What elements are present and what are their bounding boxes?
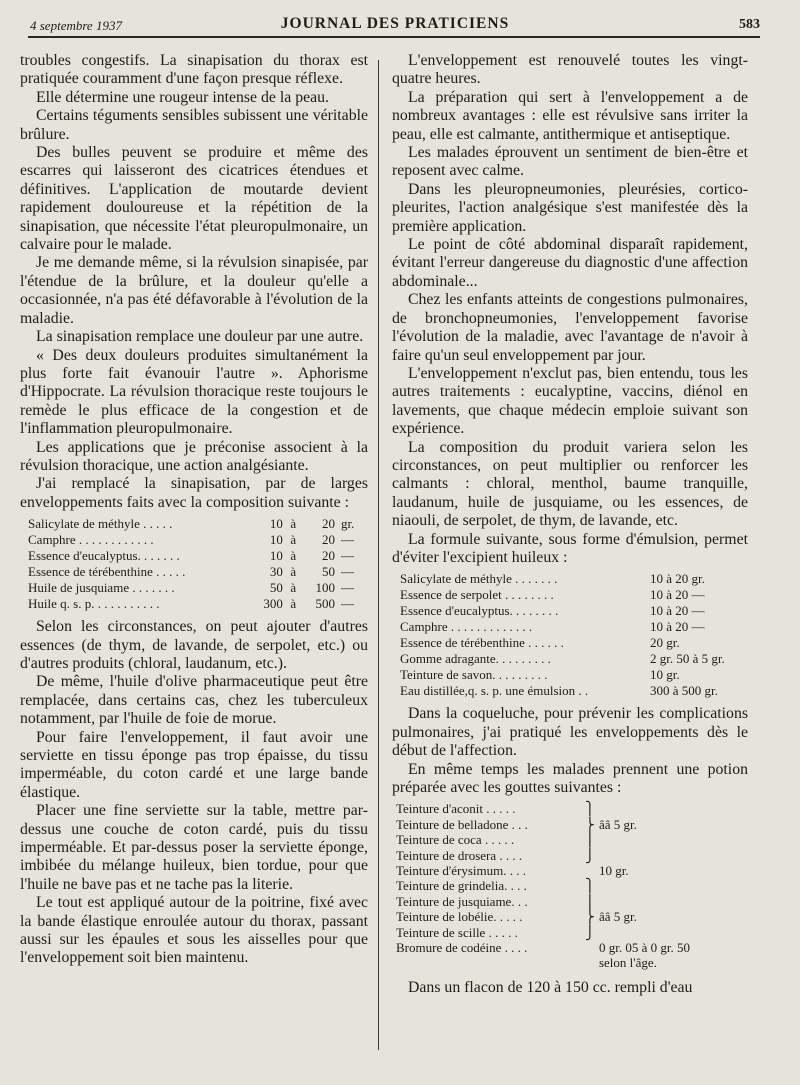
dose-max: 100 xyxy=(315,580,335,596)
tincture-dose: ââ 5 gr. xyxy=(598,816,637,832)
ingredient-name: Teinture de savon. . . . . . . . . xyxy=(400,667,548,683)
paragraph: troubles congestifs. La sinapisation du thorax est pratiquée couramment d'une façon presque réflexe. xyxy=(20,52,368,88)
ingredient-dose: 10 à 20 — xyxy=(650,587,705,603)
dose-separator: à xyxy=(290,548,297,564)
formula-row xyxy=(28,564,368,580)
paragraph: Dans la coqueluche, pour prévenir les complications pulmonaires, j'ai pratiqué les enveloppements dès le début de l'affection. xyxy=(392,705,748,760)
tincture-dose xyxy=(599,801,748,816)
formula-row xyxy=(400,603,725,619)
dose-max: 20 xyxy=(321,548,335,564)
formula-row xyxy=(28,548,368,564)
paragraph: Les malades éprouvent un sentiment de bien-être et reposent avec calme. xyxy=(392,144,748,180)
dose-unit: — xyxy=(340,564,354,580)
brace-glyph xyxy=(585,940,599,955)
dose-min: 300 xyxy=(263,596,283,612)
paragraph: Certains téguments sensibles subissent une véritable brûlure. xyxy=(20,107,368,143)
formula-row xyxy=(400,651,725,667)
brace-glyph: ⎫ xyxy=(585,878,595,894)
paragraph: Pour faire l'enveloppement, il faut avoir une serviette en tissu éponge pas trop épaisse, du tissu imperméable, du coton cardé et une large bande élastique. xyxy=(20,728,368,801)
dose-unit: — xyxy=(340,596,354,612)
ingredient-name: Gomme adragante. . . . . . . . . xyxy=(400,651,551,667)
brace-glyph: ⎬ xyxy=(585,816,595,832)
dose-separator: à xyxy=(290,516,297,532)
ingredient-dose: 10 gr. xyxy=(650,667,680,683)
ingredient-dose: 10 à 20 — xyxy=(650,619,705,635)
paragraph: L'enveloppement n'exclut pas, bien entendu, tous les autres traitements : eucalyptine, vaccins, diénol en lavements, que chaque médecin emploie suivant son expérience. xyxy=(392,364,748,438)
paragraph: La préparation qui sert à l'enveloppement a de nombreux avantages : elle est révulsive sans irriter la peau, elle est calmante, antithermique et antiseptique. xyxy=(392,88,748,143)
dose-separator: à xyxy=(290,596,297,612)
brace-glyph: ⎭ xyxy=(585,847,595,863)
tincture-name: Teinture de coca . . . . . xyxy=(396,832,515,848)
ingredient-name: Camphre . . . . . . . . . . . . xyxy=(28,532,154,548)
ingredient-name: Salicylate de méthyle . . . . . xyxy=(28,516,173,532)
ingredient-name: Huile q. s. p. . . . . . . . . . . xyxy=(28,596,160,612)
tincture-dose: 0 gr. 05 à 0 gr. 50 xyxy=(598,940,690,956)
formula-row xyxy=(28,580,368,596)
tincture-name xyxy=(396,955,585,970)
formula-row xyxy=(400,619,725,635)
tincture-name: Teinture de jusquiame. . . xyxy=(396,893,528,909)
formula-row xyxy=(28,516,368,532)
dose-unit: — xyxy=(340,532,354,548)
dose-max: 20 xyxy=(321,532,335,548)
dose-unit: — xyxy=(340,580,354,596)
dose-separator: à xyxy=(290,580,297,596)
brace-glyph: ⎬ xyxy=(585,909,595,925)
dose-min: 10 xyxy=(269,548,283,564)
tincture-name: Teinture de grindelia. . . . xyxy=(396,878,527,894)
paragraph: Dans un flacon de 120 à 150 cc. rempli d'eau xyxy=(408,978,693,996)
formula-row xyxy=(28,596,368,612)
potion-row xyxy=(396,863,748,878)
dose-max: 500 xyxy=(315,596,335,612)
formula-row xyxy=(400,667,725,683)
potion-row xyxy=(396,940,748,955)
paragraph: Le tout est appliqué autour de la poitrine, fixé avec la bande élastique enroulée autour du thorax, passant aussi sur les épaules et sous les aisselles pour que l'enveloppement soit bien maintenu. xyxy=(20,894,368,967)
ingredient-name: Essence d'eucalyptus. . . . . . . . xyxy=(400,603,559,619)
potion-row xyxy=(396,801,748,816)
ingredient-name: Essence de térébenthine . . . . . . xyxy=(400,635,564,651)
tincture-name: Teinture de lobélie. . . . . xyxy=(396,909,523,925)
brace-glyph: ⎪ xyxy=(585,893,595,909)
tincture-name: Teinture de belladone . . . xyxy=(396,816,528,832)
ingredient-name: Huile de jusquiame . . . . . . . xyxy=(28,580,175,596)
dose-max: 50 xyxy=(321,564,335,580)
emulsion-formula-table xyxy=(400,571,725,699)
journal-title: JOURNAL DES PRATICIENS xyxy=(280,15,510,32)
ingredient-dose: 20 gr. xyxy=(650,635,680,651)
ingredient-name: Salicylate de méthyle . . . . . . . xyxy=(400,571,558,587)
tincture-name: Teinture de drosera . . . . xyxy=(396,847,523,863)
dose-separator: à xyxy=(290,532,297,548)
paragraph: Elle détermine une rougeur intense de la peau. xyxy=(36,88,329,106)
left-column xyxy=(20,52,368,968)
paragraph: La sinapisation remplace une douleur par une autre. xyxy=(36,328,364,346)
ingredient-name: Camphre . . . . . . . . . . . . . xyxy=(400,619,533,635)
tincture-name: Teinture d'érysimum. . . . xyxy=(396,863,526,879)
dose-unit: gr. xyxy=(340,516,355,532)
formula-row xyxy=(400,571,725,587)
potion-row xyxy=(396,909,748,924)
ingredient-dose: 300 à 500 gr. xyxy=(650,683,718,699)
potion-row xyxy=(396,925,748,940)
column-divider xyxy=(378,60,379,1050)
tincture-dose xyxy=(599,894,748,909)
potion-row xyxy=(396,848,748,863)
paragraph: Le point de côté abdominal disparaît rapidement, évitant l'erreur dangereuse du diagnostic d'une affection abdominale... xyxy=(392,236,748,290)
ingredient-dose: 2 gr. 50 à 5 gr. xyxy=(650,651,725,667)
page-header xyxy=(30,14,760,36)
tincture-dose xyxy=(599,925,748,940)
formula-row xyxy=(400,587,725,603)
paragraph: Placer une fine serviette sur la table, mettre par-dessus une couche de coton cardé, puis du tissu imperméable. Et par-dessus poser la serviette éponge, imbibée du mélange huileux, bien tordue, pour que l'huile ne bave pas et ne tache pas la literie. xyxy=(20,802,368,893)
tincture-dose xyxy=(599,878,748,893)
ingredient-name: Essence de térébenthine . . . . . xyxy=(28,564,186,580)
dose-min: 30 xyxy=(269,564,283,580)
potion-row xyxy=(396,894,748,909)
ingredient-dose: 10 à 20 gr. xyxy=(650,571,705,587)
ingredient-name: Essence de serpolet . . . . . . . . xyxy=(400,587,554,603)
tincture-name: Bromure de codéine . . . . xyxy=(396,940,528,956)
page-number: 583 xyxy=(739,17,760,32)
right-column xyxy=(392,52,748,997)
paragraph: Je me demande même, si la révulsion sinapisée, par l'étendue de la brûlure, et la douleur qu'elle a occasionnée, n'a pas été défavorable à l'évolution de la maladie. xyxy=(20,254,368,327)
formula-row xyxy=(400,683,725,699)
formula-row xyxy=(28,532,368,548)
dose-min: 10 xyxy=(269,516,283,532)
paragraph: « Des deux douleurs produites simultanément la plus forte fait évanouir l'autre ». Aphorisme d'Hippocrate. La révulsion thoracique reste toujours le remède le plus efficace de la congestion et de l'inflammation pleuropulmonaire. xyxy=(20,346,368,438)
tincture-name: Teinture d'aconit . . . . . xyxy=(396,801,516,817)
brace-glyph xyxy=(585,955,599,970)
tincture-name: Teinture de scille . . . . . xyxy=(396,924,518,940)
potion-row xyxy=(396,878,748,893)
ingredient-dose: 10 à 20 — xyxy=(650,603,705,619)
ingredient-name: Eau distillée,q. s. p. une émulsion . . xyxy=(400,683,589,699)
paragraph: Selon les circonstances, on peut ajouter d'autres essences (de thym, de lavande, de serpolet, etc.) ou d'autres produits (chloral, laudanum, etc.). xyxy=(20,618,368,672)
tincture-dose: 10 gr. xyxy=(598,863,629,879)
formula-row xyxy=(400,635,725,651)
header-rule xyxy=(28,36,760,38)
paragraph: En même temps les malades prennent une potion préparée avec les gouttes suivantes : xyxy=(392,760,748,796)
paragraph: La composition du produit variera selon les circonstances, on peut multiplier ou renforcer les calmants : chloral, menthol, baume tranquille, laudanum, huile de jusquiame, ou les essences, de niaouli, de serpolet, de thym, de lavande, etc. xyxy=(392,438,748,530)
brace-glyph: ⎫ xyxy=(585,801,595,817)
dose-min: 10 xyxy=(269,532,283,548)
dose-separator: à xyxy=(290,564,297,580)
tincture-dose xyxy=(599,848,748,863)
paragraph: Dans les pleuropneumonies, pleurésies, cortico-pleurites, l'action analgésique s'est manifestée dès la première application. xyxy=(392,180,748,235)
potion-row xyxy=(396,817,748,832)
paragraph: La formule suivante, sous forme d'émulsion, permet d'éviter l'excipient huileux : xyxy=(392,530,748,566)
potion-table xyxy=(396,801,748,970)
potion-row xyxy=(396,955,748,970)
header-date: 4 septembre 1937 xyxy=(30,18,122,33)
dose-max: 20 xyxy=(321,516,335,532)
tincture-dose xyxy=(599,832,748,847)
brace-glyph: ⎭ xyxy=(585,924,595,940)
paragraph: L'enveloppement est renouvelé toutes les vingt-quatre heures. xyxy=(392,52,748,88)
potion-row xyxy=(396,832,748,847)
paragraph: Les applications que je préconise associent à la révulsion thoracique, une action analgésiante. xyxy=(20,438,368,474)
paragraph: De même, l'huile d'olive pharmaceutique peut être remplacée, dans certains cas, chez les tuberculeux notamment, par l'huile de foie de morue. xyxy=(20,673,368,728)
paragraph: Des bulles peuvent se produire et même des escarres qui laisseront des cicatrices étendues et définitives. L'application de moutarde devient rapidement douloureuse et la répétition de la sinapisation, que nécessite l'état pleuropulmonaire, un calvaire pour le malade. xyxy=(20,144,368,254)
paragraph: Chez les enfants atteints de congestions pulmonaires, de bronchopneumonies, l'enveloppement favorise l'évolution de la maladie, avec l'avantage de n'avoir à faire qu'un seul enveloppement par jour. xyxy=(392,291,748,364)
tincture-dose: ââ 5 gr. xyxy=(598,909,637,925)
enveloppement-formula-table xyxy=(28,516,368,612)
brace-glyph xyxy=(585,863,599,878)
tincture-dose: selon l'âge. xyxy=(598,955,657,971)
ingredient-name: Essence d'eucalyptus. . . . . . . xyxy=(28,548,180,564)
paragraph: J'ai remplacé la sinapisation, par de larges enveloppements faits avec la composition suivante : xyxy=(20,475,368,511)
dose-unit: — xyxy=(340,548,354,564)
dose-min: 50 xyxy=(269,580,283,596)
brace-glyph: ⎪ xyxy=(585,832,595,848)
